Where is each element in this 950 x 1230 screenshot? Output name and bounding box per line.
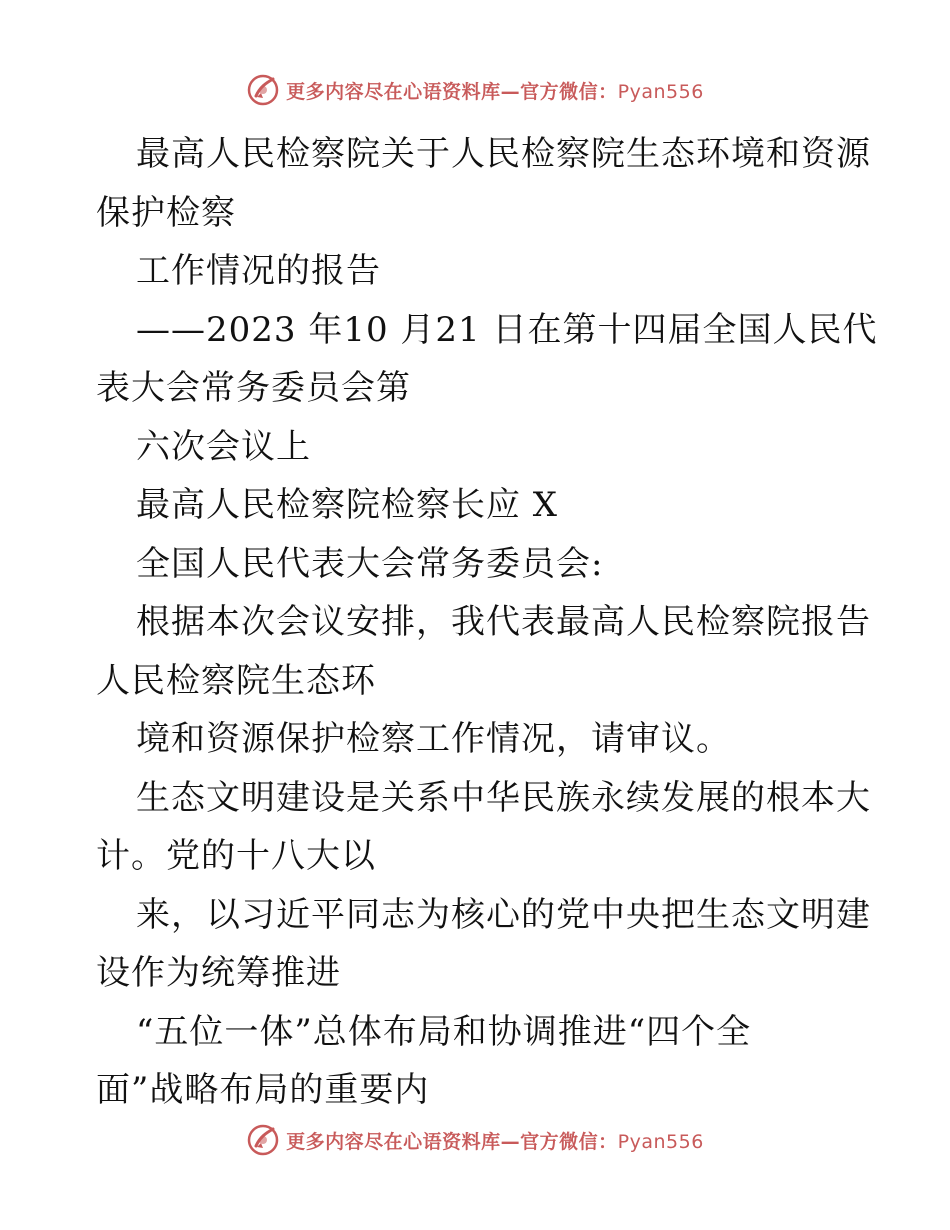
text-line: 最高人民检察院关于人民检察院生态环境和资源	[136, 134, 871, 174]
watermark-text	[286, 1127, 704, 1154]
text-line: 计。党的十八大以	[96, 836, 376, 876]
text-line: 六次会议上	[136, 426, 311, 467]
document-body	[96, 125, 878, 1120]
text-line: “五位一体”总体布局和协调推进“四个全	[136, 1011, 752, 1052]
watermark-handle: Pyan556	[617, 1130, 704, 1153]
text-line: 面”战略布局的重要内	[96, 1070, 430, 1110]
text-line: 来，以习近平同志为核心的党中央把生态文明建	[136, 894, 871, 935]
logo-icon	[246, 73, 280, 107]
text-line: 表大会常务委员会第	[96, 368, 411, 408]
text-line: 人民检察院生态环	[96, 660, 376, 701]
text-line: 根据本次会议安排，我代表最高人民检察院报告	[136, 602, 871, 642]
text-line: ——2023 年10 月21 日在第十四届全国人民代	[136, 309, 878, 350]
watermark-label: 更多内容尽在心语资料库—官方微信：	[286, 80, 618, 103]
watermark-banner-top	[0, 70, 950, 110]
watermark-text	[286, 77, 704, 104]
watermark-banner-bottom	[0, 1120, 950, 1160]
text-line: 全国人民代表大会常务委员会:	[136, 543, 604, 584]
text-line: 最高人民检察院检察长应 X	[136, 485, 559, 525]
text-line: 工作情况的报告	[136, 251, 381, 291]
text-line: 生态文明建设是关系中华民族永续发展的根本大	[136, 777, 871, 818]
watermark-handle: Pyan556	[617, 80, 704, 103]
text-line: 境和资源保护检察工作情况，请审议。	[136, 719, 731, 759]
logo-icon	[246, 1123, 280, 1157]
text-line: 设作为统筹推进	[96, 953, 341, 993]
text-line: 保护检察	[96, 192, 236, 233]
watermark-label: 更多内容尽在心语资料库—官方微信：	[286, 1130, 618, 1153]
